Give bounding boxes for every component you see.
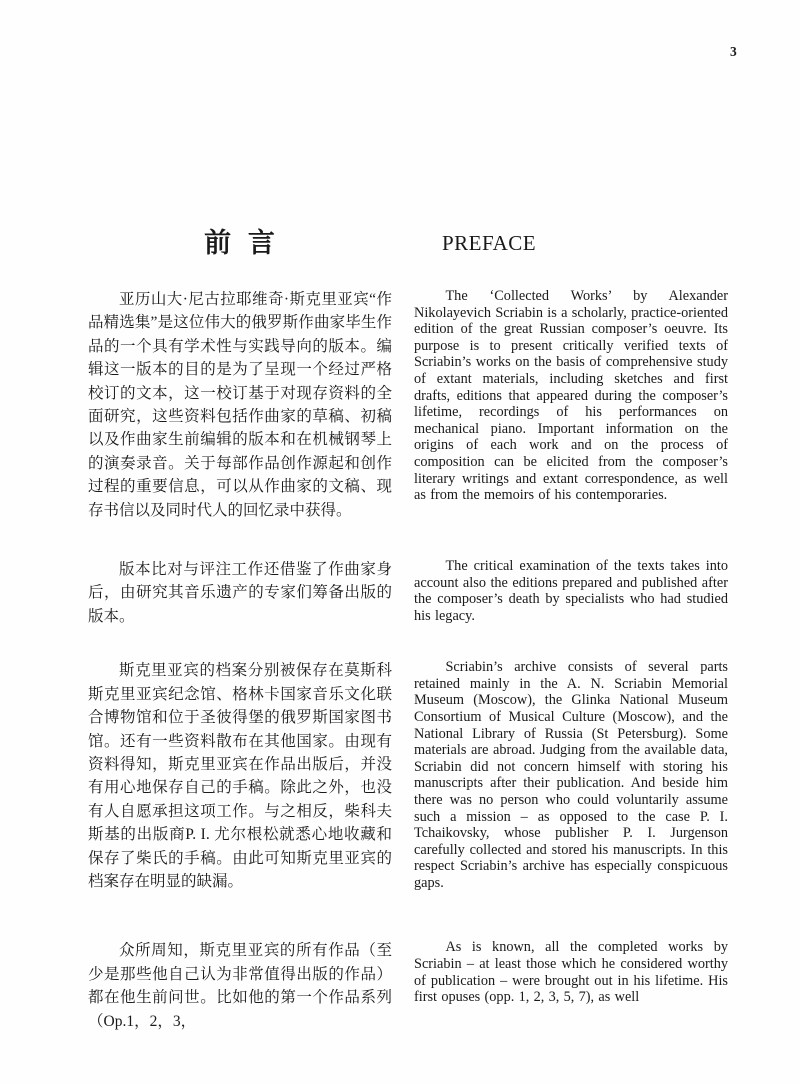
paragraph-zh-4: 众所周知，斯克里亚宾的所有作品（至少是那些他自己认为非常值得出版的作品）都在他生前问世。比如他的第一个作品系列（Op.1，2，3， — [88, 942, 392, 1030]
paragraph-en-2: The critical examination of the texts takes into account also the editions prepared and published after the composer’s death by specialists who had studied his legacy. — [414, 558, 728, 624]
paragraph-row-4 — [88, 939, 728, 1033]
chinese-column — [88, 939, 392, 1033]
english-column — [414, 288, 728, 504]
page-number: 3 — [730, 44, 738, 59]
heading-row — [88, 228, 728, 258]
english-column — [414, 939, 728, 1005]
paragraph-en-3: Scriabin’s archive consists of several parts retained mainly in the A. N. Scriabin Memorial Museum (Moscow), the Glinka National Museum Consortium of Musical Culture (Moscow), and the National Library of Russia (St Petersburg). Some materials are abroad. Judging from the available data, Scriabin did not concern himself with storing his manuscripts after their publication. And beside him there was no person who could voluntarily assume such a mission – as opposed to the case P. I. Tchaikovsky, whose publisher P. I. Jurgenson carefully collected and stored his manuscripts. In this respect Scriabin’s archive has especially conspicuous gaps. — [414, 659, 728, 891]
english-title: PREFACE — [442, 231, 537, 255]
paragraph-en-1: The ‘Collected Works’ by Alexander Nikolayevich Scriabin is a scholarly, practice-oriented edition of the great Russian composer’s oeuvre. Its purpose is to present critically verified texts of Scriabin’s works on the basis of comprehensive study of extant materials, including sketches and first drafts, editions that appeared during the composer’s lifetime, recordings of his performances on mechanical piano. Important information on the origins of each work and on the process of composition can be elicited from the composer’s literary writings and extant correspondence, as well as from the memoirs of his contemporaries. — [414, 288, 728, 504]
chinese-column — [88, 288, 392, 522]
chinese-column — [88, 558, 392, 628]
paragraph-row-1 — [88, 288, 728, 522]
paragraph-row-3 — [88, 659, 728, 893]
paragraph-row-2 — [88, 558, 728, 628]
paragraph-zh-3: 斯克里亚宾的档案分别被保存在莫斯科斯克里亚宾纪念馆、格林卡国家音乐文化联合博物馆和位于圣彼得堡的俄罗斯国家图书馆。还有一些资料散布在其他国家。由现有资料得知，斯克里亚宾在作品出版后，并没有用心地保存自己的手稿。除此之外，也没有人自愿承担这项工作。与之相反，柴科夫斯基的出版商P. I. 尤尔根松就悉心地收藏和保存了柴氏的手稿。由此可知斯克里亚宾的档案存在明显的缺漏。 — [88, 662, 392, 890]
english-column — [414, 659, 728, 891]
english-column-heading — [414, 228, 728, 258]
preface-content — [88, 228, 728, 1033]
english-column — [414, 558, 728, 624]
chinese-column — [88, 659, 392, 893]
paragraph-zh-1: 亚历山大·尼古拉耶维奇·斯克里亚宾“作品精选集”是这位伟大的俄罗斯作曲家毕生作品的一个具有学术性与实践导向的版本。编辑这一版本的目的是为了呈现一个经过严格校订的文本，这一校订基于对现存资料的全面研究，这些资料包括作曲家的草稿、初稿以及作曲家生前编辑的版本和在机械钢琴上的演奏录音。关于每部作品创作源起和创作过程的重要信息，可以从作曲家的文稿、现存书信以及同时代人的回忆录中获得。 — [88, 291, 392, 519]
chinese-title: 前 言 — [204, 228, 276, 258]
chinese-column-heading — [88, 228, 392, 258]
paragraph-zh-2: 版本比对与评注工作还借鉴了作曲家身后，由研究其音乐遗产的专家们筹备出版的版本。 — [88, 561, 392, 625]
paragraph-en-4: As is known, all the completed works by Scriabin – at least those which he considered worthy of publication – were brought out in his lifetime. His first opuses (opp. 1, 2, 3, 5, 7), as well — [414, 939, 728, 1006]
